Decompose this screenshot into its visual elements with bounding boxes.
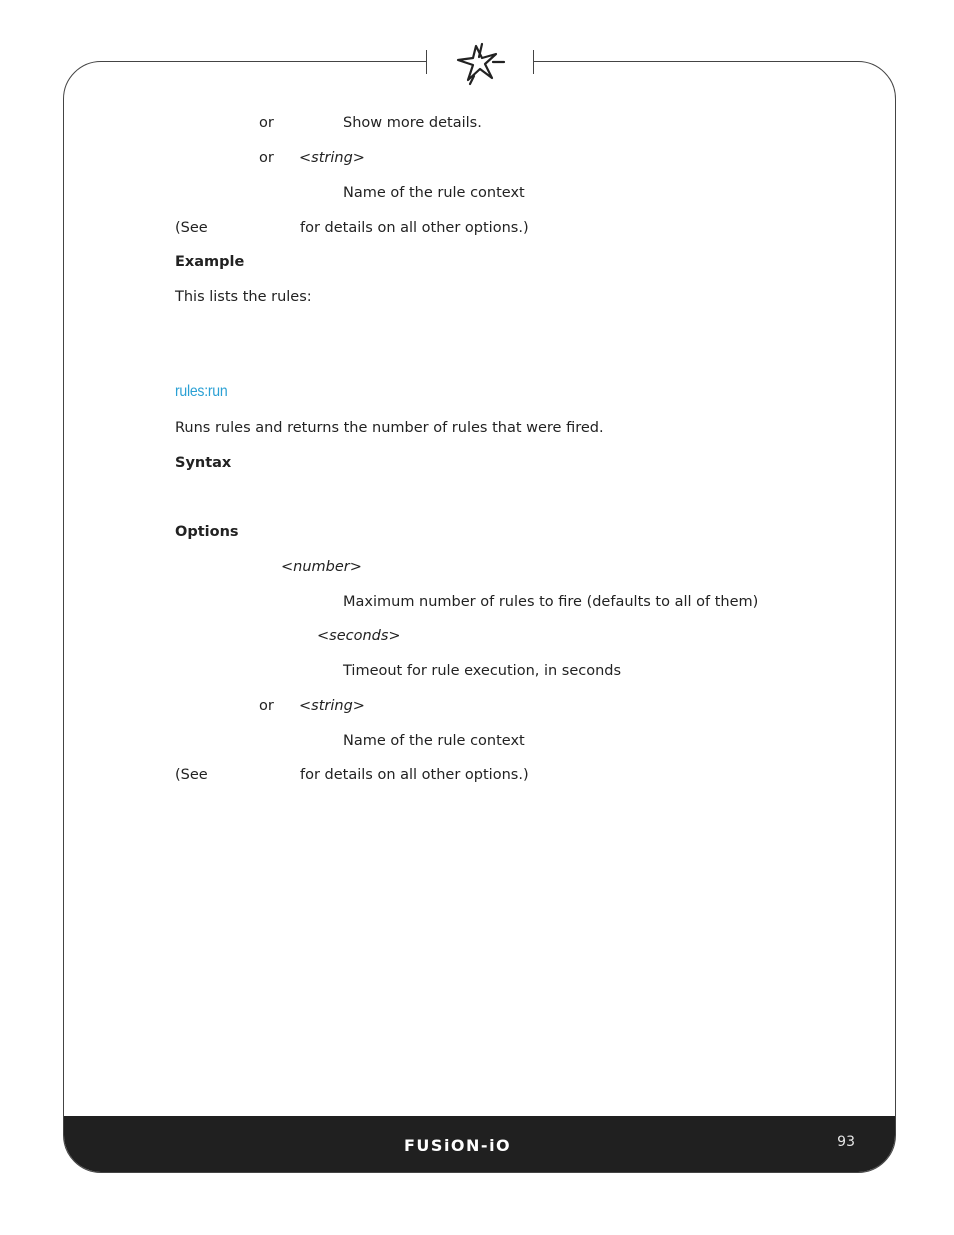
context-desc-2: Name of the rule context xyxy=(343,733,525,749)
fusion-io-star-icon xyxy=(452,40,508,86)
example-text: This lists the rules: xyxy=(175,289,312,305)
seconds-arg: <seconds> xyxy=(317,628,401,644)
see-rest-text-2: for details on all other options.) xyxy=(300,767,529,783)
syntax-label: Syntax xyxy=(175,455,232,471)
seconds-desc: Timeout for rule execution, in seconds xyxy=(343,663,622,679)
options-label: Options xyxy=(175,524,239,540)
number-arg: <number> xyxy=(281,559,362,575)
or-label-3: or xyxy=(259,698,274,714)
rules-run-description: Runs rules and returns the number of rules that were fired. xyxy=(175,420,604,436)
page-number: 93 xyxy=(837,1134,855,1150)
string-arg-2: <string> xyxy=(299,698,365,714)
see-label: (See xyxy=(175,220,208,236)
footer-brand-text: FUSiON-iO xyxy=(404,1136,512,1154)
string-arg: <string> xyxy=(299,150,365,166)
see-label-2: (See xyxy=(175,767,208,783)
show-more-desc: Show more details. xyxy=(343,115,482,131)
notch-left-tick xyxy=(426,50,427,74)
section-heading-rules-run: rules:run xyxy=(175,383,228,400)
context-desc: Name of the rule context xyxy=(343,185,525,201)
or-label-1: or xyxy=(259,115,274,131)
see-rest-text: for details on all other options.) xyxy=(300,220,529,236)
page-footer xyxy=(64,1116,895,1172)
notch-right-tick xyxy=(533,50,534,74)
number-desc: Maximum number of rules to fire (defaults to all of them) xyxy=(343,594,759,610)
fusion-io-logo xyxy=(404,1136,556,1154)
or-label-2: or xyxy=(259,150,274,166)
example-label: Example xyxy=(175,254,245,270)
